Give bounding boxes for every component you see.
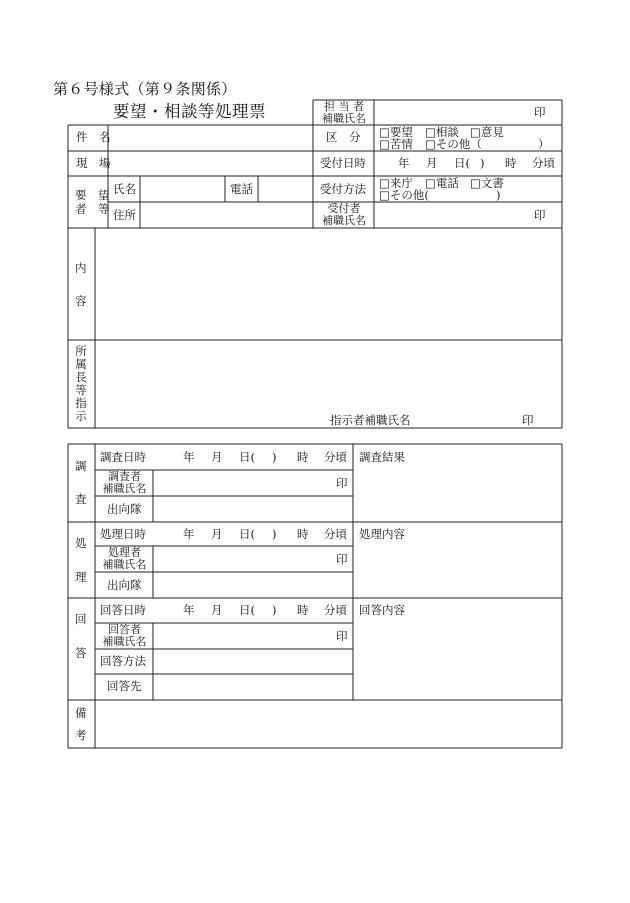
investigator-seal: 印 [336, 476, 348, 490]
reply-content-label: 回答内容 [359, 603, 405, 617]
processor-label-line1: 処理者 [108, 546, 141, 559]
reception-year: 年 [398, 156, 410, 170]
remarks-label-line1: 備 [75, 706, 87, 720]
form-title: 要望・相談等処理票 [113, 102, 266, 121]
investigation-result-label: 調査結果 [359, 450, 405, 464]
category-option-request[interactable]: □要望 [379, 125, 413, 139]
remarks-label-line2: 考 [75, 728, 87, 742]
processing-day: 日( [239, 527, 255, 541]
reply-year: 年 [183, 603, 195, 617]
category-option-complaint[interactable]: □苦情 [379, 137, 413, 151]
reply-datetime-label: 回答日時 [100, 603, 146, 617]
replier-label-line2: 補職氏名 [102, 635, 147, 648]
method-other-close: ) [496, 188, 501, 202]
processor-label-line2: 補職氏名 [102, 558, 147, 571]
reception-day: 日( [454, 156, 470, 170]
reply-month: 月 [211, 603, 223, 617]
method-option-phone[interactable]: □電話 [425, 176, 459, 190]
requester-label-line2: 者 等 [75, 202, 110, 216]
method-option-document[interactable]: □文書 [470, 176, 504, 190]
reply-destination-label: 回答先 [107, 679, 142, 693]
receiver-label-line2: 補職氏名 [322, 214, 366, 227]
form-number-label: 第６号様式（第９条関係） [53, 80, 237, 98]
requester-phone-label: 電話 [230, 182, 253, 196]
investigation-month: 月 [211, 450, 223, 464]
category-option-other[interactable]: □その他（ [425, 137, 482, 151]
staff-label-line1: 担 当 者 [324, 100, 364, 113]
reply-day: 日( [239, 603, 255, 617]
processing-datetime-label: 処理日時 [100, 527, 146, 541]
content-label-line2: 容 [75, 294, 87, 308]
category-option-consultation[interactable]: □相談 [425, 125, 459, 139]
requester-name-label: 氏名 [113, 182, 136, 196]
method-option-other[interactable]: □その他( [379, 188, 429, 202]
site-label: 現 場 [76, 156, 111, 170]
reception-minute: 分頃 [532, 156, 555, 170]
content-label-line1: 内 [75, 261, 87, 275]
investigation-minute: 分頃 [324, 450, 347, 464]
reception-hour: 時 [505, 156, 517, 170]
reply-day-close: ) [272, 603, 277, 617]
investigation-datetime-label: 調査日時 [100, 450, 146, 464]
subject-label: 件 名 [76, 130, 111, 144]
investigation-label-line1: 調 [75, 459, 87, 473]
processing-content-label: 処理内容 [359, 527, 405, 541]
investigation-day-close: ) [272, 450, 277, 464]
receiver-seal: 印 [534, 208, 546, 222]
reply-label-line2: 答 [75, 646, 87, 660]
instructor-name-label: 指示者補職氏名 [330, 413, 411, 427]
method-option-visit[interactable]: □来庁 [379, 176, 413, 190]
category-other-close: ） [538, 137, 550, 151]
reception-datetime-label: 受付日時 [320, 156, 366, 170]
reply-minute: 分頃 [324, 603, 347, 617]
reply-hour: 時 [297, 603, 309, 617]
category-label: 区 分 [326, 130, 361, 144]
replier-label-line1: 回答者 [108, 623, 141, 636]
receiver-label-line1: 受付者 [327, 202, 361, 215]
replier-seal: 印 [336, 629, 348, 643]
processing-day-close: ) [272, 527, 277, 541]
investigation-team-label: 出向隊 [107, 502, 142, 516]
instructor-seal: 印 [522, 413, 534, 427]
reply-method-label: 回答方法 [100, 654, 146, 668]
reception-month: 月 [426, 156, 438, 170]
requester-address-label: 住所 [113, 208, 136, 222]
processing-label-line1: 処 [75, 536, 87, 550]
supervisor-instruction-label: 所属長等指示 [75, 344, 87, 423]
investigation-day: 日( [239, 450, 255, 464]
category-option-opinion[interactable]: □意見 [470, 125, 504, 139]
reception-method-label: 受付方法 [320, 182, 366, 196]
processor-seal: 印 [336, 552, 348, 566]
investigator-label-line1: 調査者 [108, 470, 141, 483]
processing-hour: 時 [297, 527, 309, 541]
investigation-year: 年 [183, 450, 195, 464]
investigator-label-line2: 補職氏名 [102, 482, 147, 495]
processing-team-label: 出向隊 [107, 578, 142, 592]
requester-label-line1: 要 望 [75, 188, 110, 202]
investigation-hour: 時 [297, 450, 309, 464]
staff-label-line2: 補職氏名 [322, 112, 366, 125]
investigation-label-line2: 査 [75, 492, 87, 506]
processing-year: 年 [183, 527, 195, 541]
processing-month: 月 [211, 527, 223, 541]
staff-seal: 印 [534, 105, 546, 119]
reply-label-line1: 回 [75, 612, 87, 626]
reception-day-close: ) [480, 156, 485, 170]
processing-minute: 分頃 [324, 527, 347, 541]
processing-label-line2: 理 [75, 570, 87, 584]
